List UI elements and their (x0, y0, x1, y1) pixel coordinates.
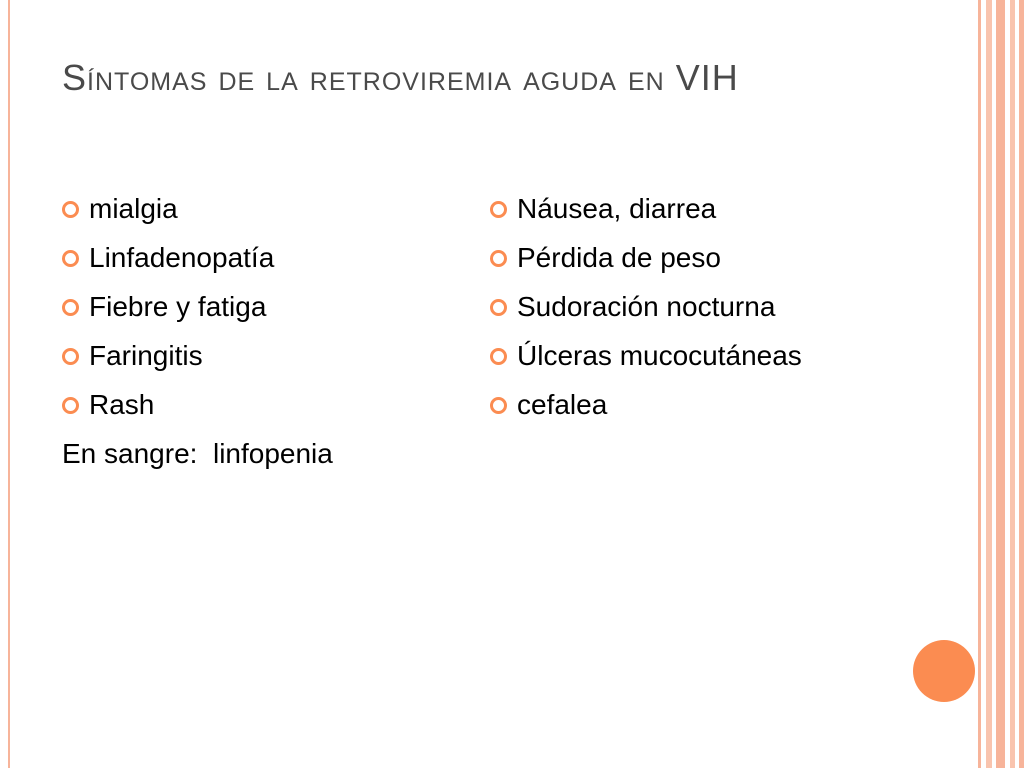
list-item-text: Fiebre y fatiga (89, 290, 267, 322)
bullet-icon (490, 201, 507, 218)
list-item-text: Náusea, diarrea (517, 192, 717, 224)
bullet-icon (490, 299, 507, 316)
left-bullet-list (62, 184, 462, 478)
list-item-text: Linfadenopatía (89, 241, 275, 273)
bullet-icon (62, 397, 79, 414)
list-item-text: Úlceras mucocutáneas (517, 339, 802, 371)
list-item-text: cefalea (517, 388, 608, 420)
list-item (490, 282, 950, 331)
bullet-icon (490, 250, 507, 267)
right-decorative-stripe (978, 0, 981, 768)
list-item (62, 184, 462, 233)
bullet-icon (490, 348, 507, 365)
decorative-circle (913, 640, 975, 702)
list-item-text: mialgia (89, 192, 178, 224)
bullet-icon (62, 201, 79, 218)
list-item-text: Sudoración nocturna (517, 290, 776, 322)
bullet-icon (62, 299, 79, 316)
list-item (62, 233, 462, 282)
right-decorative-stripe (1010, 0, 1015, 768)
list-item-text: Pérdida de peso (517, 241, 721, 273)
list-item (62, 282, 462, 331)
bullet-icon (490, 397, 507, 414)
right-decorative-stripe (996, 0, 1005, 768)
list-item (490, 380, 950, 429)
right-decorative-stripe (1019, 0, 1024, 768)
list-item-text: Rash (89, 388, 155, 420)
bullet-icon (62, 348, 79, 365)
slide-title: Síntomas de la retroviremia aguda en VIH (62, 57, 739, 98)
bullet-icon (62, 250, 79, 267)
left-border-line (8, 0, 10, 768)
list-item (490, 233, 950, 282)
blood-finding-text: En sangre: linfopenia (62, 437, 333, 469)
list-item (490, 331, 950, 380)
right-decorative-stripe (986, 0, 992, 768)
right-bullet-list (490, 184, 950, 429)
list-item (490, 184, 950, 233)
list-item-text: Faringitis (89, 339, 203, 371)
list-item (62, 331, 462, 380)
list-item (62, 380, 462, 429)
